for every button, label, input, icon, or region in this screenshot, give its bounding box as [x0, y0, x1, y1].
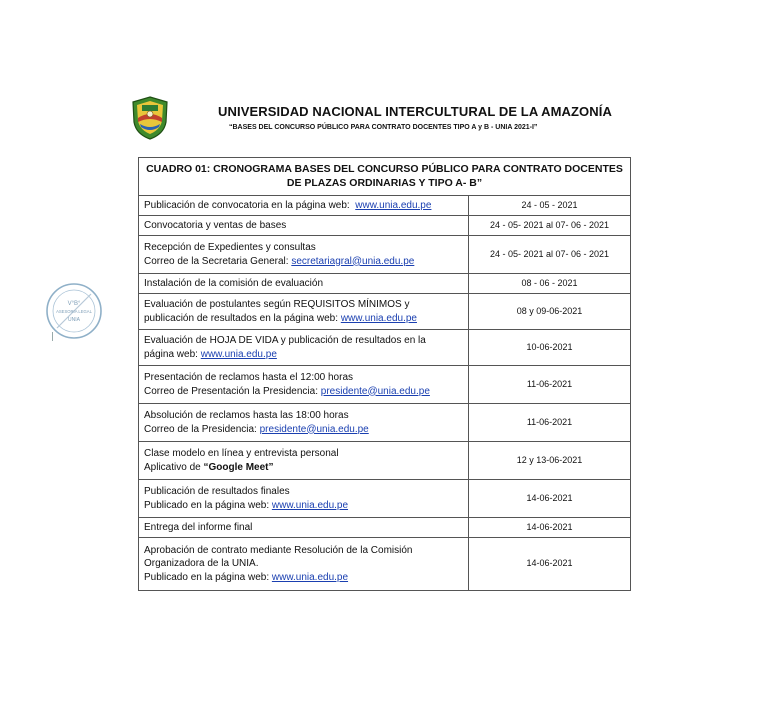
- activity-cell: [139, 294, 469, 330]
- website-link[interactable]: www.unia.edu.pe: [355, 199, 432, 211]
- table-row: [139, 404, 631, 442]
- page-title: UNIVERSIDAD NACIONAL INTERCULTURAL DE LA AMAZONÍA: [218, 104, 612, 119]
- website-link[interactable]: www.unia.edu.pe: [200, 348, 277, 360]
- activity-text: Correo de la Presidencia:: [144, 423, 257, 435]
- date-cell: 24 - 05- 2021 al 07- 06 - 2021: [469, 236, 631, 274]
- activity-cell: Instalación de la comisión de evaluación: [139, 274, 469, 294]
- seal-line-1: V°B°: [67, 301, 81, 307]
- activity-cell: [139, 196, 469, 216]
- table-row: [139, 196, 631, 216]
- table-row: [139, 480, 631, 518]
- email-link[interactable]: presidente@unia.edu.pe: [259, 423, 369, 435]
- table-row: [139, 216, 631, 236]
- table-row: [139, 274, 631, 294]
- activity-cell: [139, 330, 469, 366]
- date-cell: 14-06-2021: [469, 518, 631, 538]
- activity-line: Recepción de Expedientes y consultas: [144, 242, 316, 253]
- activity-line: Absolución de reclamos hasta las 18:00 horas: [144, 410, 349, 421]
- date-cell: 24 - 05- 2021 al 07- 06 - 2021: [469, 216, 631, 236]
- date-cell: 14-06-2021: [469, 538, 631, 591]
- activity-line: Clase modelo en línea y entrevista personal: [144, 448, 339, 459]
- date-cell: 11-06-2021: [469, 404, 631, 442]
- university-logo: [131, 96, 169, 140]
- activity-line: Evaluación de HOJA DE VIDA y publicación de resultados en la: [144, 335, 426, 346]
- activity-text: Aplicativo de: [144, 461, 201, 473]
- activity-text: página web:: [144, 348, 198, 360]
- activity-text: Publicado en la página web:: [144, 571, 270, 583]
- activity-text: Correo de la Secretaria General:: [144, 255, 289, 267]
- table-row: [139, 538, 631, 591]
- table-row: [139, 442, 631, 480]
- table-row: [139, 518, 631, 538]
- table-row: [139, 330, 631, 366]
- table-header: CUADRO 01: CRONOGRAMA BASES DEL CONCURSO PÚBLICO PARA CONTRATO DOCENTES DE PLAZAS ORDINARIAS Y TIPO A- B”: [139, 158, 631, 196]
- activity-cell: [139, 442, 469, 480]
- table-row: [139, 366, 631, 404]
- date-cell: 14-06-2021: [469, 480, 631, 518]
- activity-cell: Entrega del informe final: [139, 518, 469, 538]
- activity-cell: Convocatoria y ventas de bases: [139, 216, 469, 236]
- table-row: [139, 294, 631, 330]
- website-link[interactable]: www.unia.edu.pe: [271, 499, 349, 511]
- date-cell: 11-06-2021: [469, 366, 631, 404]
- activity-text: Correo de Presentación la Presidencia:: [144, 385, 318, 397]
- app-name: “Google Meet”: [203, 461, 274, 473]
- date-cell: 08 - 06 - 2021: [469, 274, 631, 294]
- activity-cell: [139, 366, 469, 404]
- seal-mark: [52, 332, 53, 341]
- seal-line-3: UNIA: [68, 317, 80, 323]
- page-subtitle: “BASES DEL CONCURSO PÚBLICO PARA CONTRATO DOCENTES TIPO A y B - UNIA 2021-I”: [229, 124, 538, 131]
- date-cell: 08 y 09-06-2021: [469, 294, 631, 330]
- email-link[interactable]: presidente@unia.edu.pe: [320, 385, 430, 397]
- activity-line: Presentación de reclamos hasta el 12:00 horas: [144, 372, 354, 383]
- table-header-row: [139, 158, 631, 196]
- website-link[interactable]: www.unia.edu.pe: [271, 571, 349, 583]
- activity-cell: [139, 480, 469, 518]
- date-cell: 12 y 13-06-2021: [469, 442, 631, 480]
- activity-cell: [139, 404, 469, 442]
- activity-text: Publicado en la página web:: [144, 499, 270, 511]
- date-cell: 24 - 05 - 2021: [469, 196, 631, 216]
- activity-cell: [139, 538, 469, 591]
- email-link[interactable]: secretariagral@unia.edu.pe: [291, 255, 415, 267]
- activity-line: Evaluación de postulantes según REQUISITOS MÍNIMOS y: [144, 299, 410, 310]
- activity-text: publicación de resultados en la página web:: [144, 312, 339, 324]
- website-link[interactable]: www.unia.edu.pe: [340, 312, 417, 324]
- activity-cell: [139, 236, 469, 274]
- date-cell: 10-06-2021: [469, 330, 631, 366]
- activity-text: Publicación de convocatoria en la página web:: [144, 199, 350, 211]
- seal-line-2: ASESORIA LEGAL: [56, 309, 92, 314]
- activity-line: Aprobación de contrato mediante Resolución de la Comisión: [144, 544, 413, 556]
- table-row: [139, 236, 631, 274]
- schedule-table: [138, 157, 631, 591]
- activity-line: Organizadora de la UNIA.: [144, 558, 259, 570]
- legal-seal-stamp: [44, 281, 104, 341]
- activity-line: Publicación de resultados finales: [144, 486, 290, 497]
